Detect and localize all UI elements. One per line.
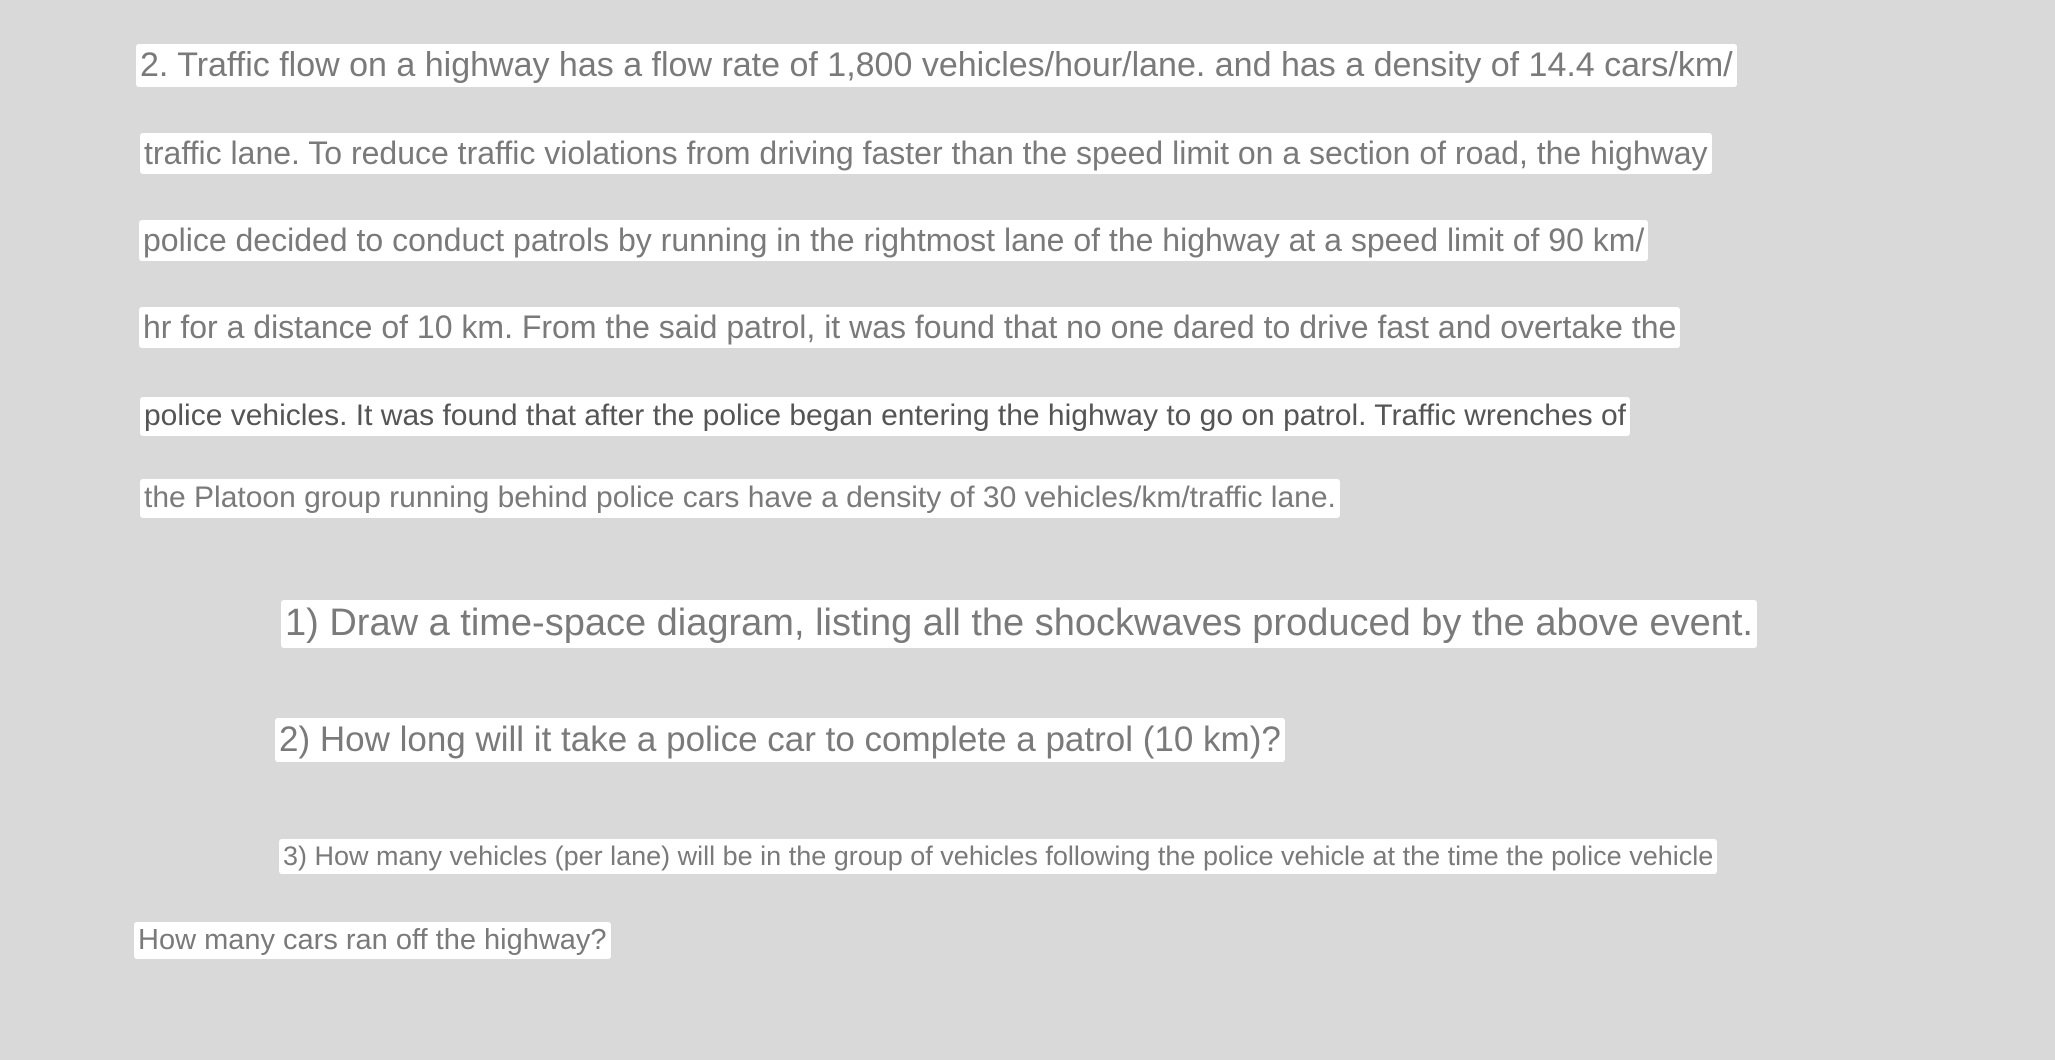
problem-text-line-2: traffic lane. To reduce traffic violations from driving faster than the speed limit on a section of road, the highway	[140, 133, 1712, 174]
question-1: 1) Draw a time-space diagram, listing all the shockwaves produced by the above event.	[281, 600, 1757, 648]
question-3-continued: How many cars ran off the highway?	[134, 922, 611, 959]
problem-text-line-5: police vehicles. It was found that after the police began entering the highway to go on patrol. Traffic wrenches of	[140, 397, 1630, 436]
problem-text-line-6: the Platoon group running behind police cars have a density of 30 vehicles/km/traffic lane.	[140, 479, 1340, 518]
question-2: 2) How long will it take a police car to complete a patrol (10 km)?	[275, 718, 1285, 762]
problem-text-line-3: police decided to conduct patrols by running in the rightmost lane of the highway at a speed limit of 90 km/	[139, 220, 1648, 261]
question-3: 3) How many vehicles (per lane) will be in the group of vehicles following the police vehicle at the time the police vehicle	[279, 839, 1717, 874]
problem-text-line-1: 2. Traffic flow on a highway has a flow rate of 1,800 vehicles/hour/lane. and has a density of 14.4 cars/km/	[136, 44, 1737, 87]
problem-text-line-4: hr for a distance of 10 km. From the said patrol, it was found that no one dared to drive fast and overtake the	[139, 307, 1680, 348]
